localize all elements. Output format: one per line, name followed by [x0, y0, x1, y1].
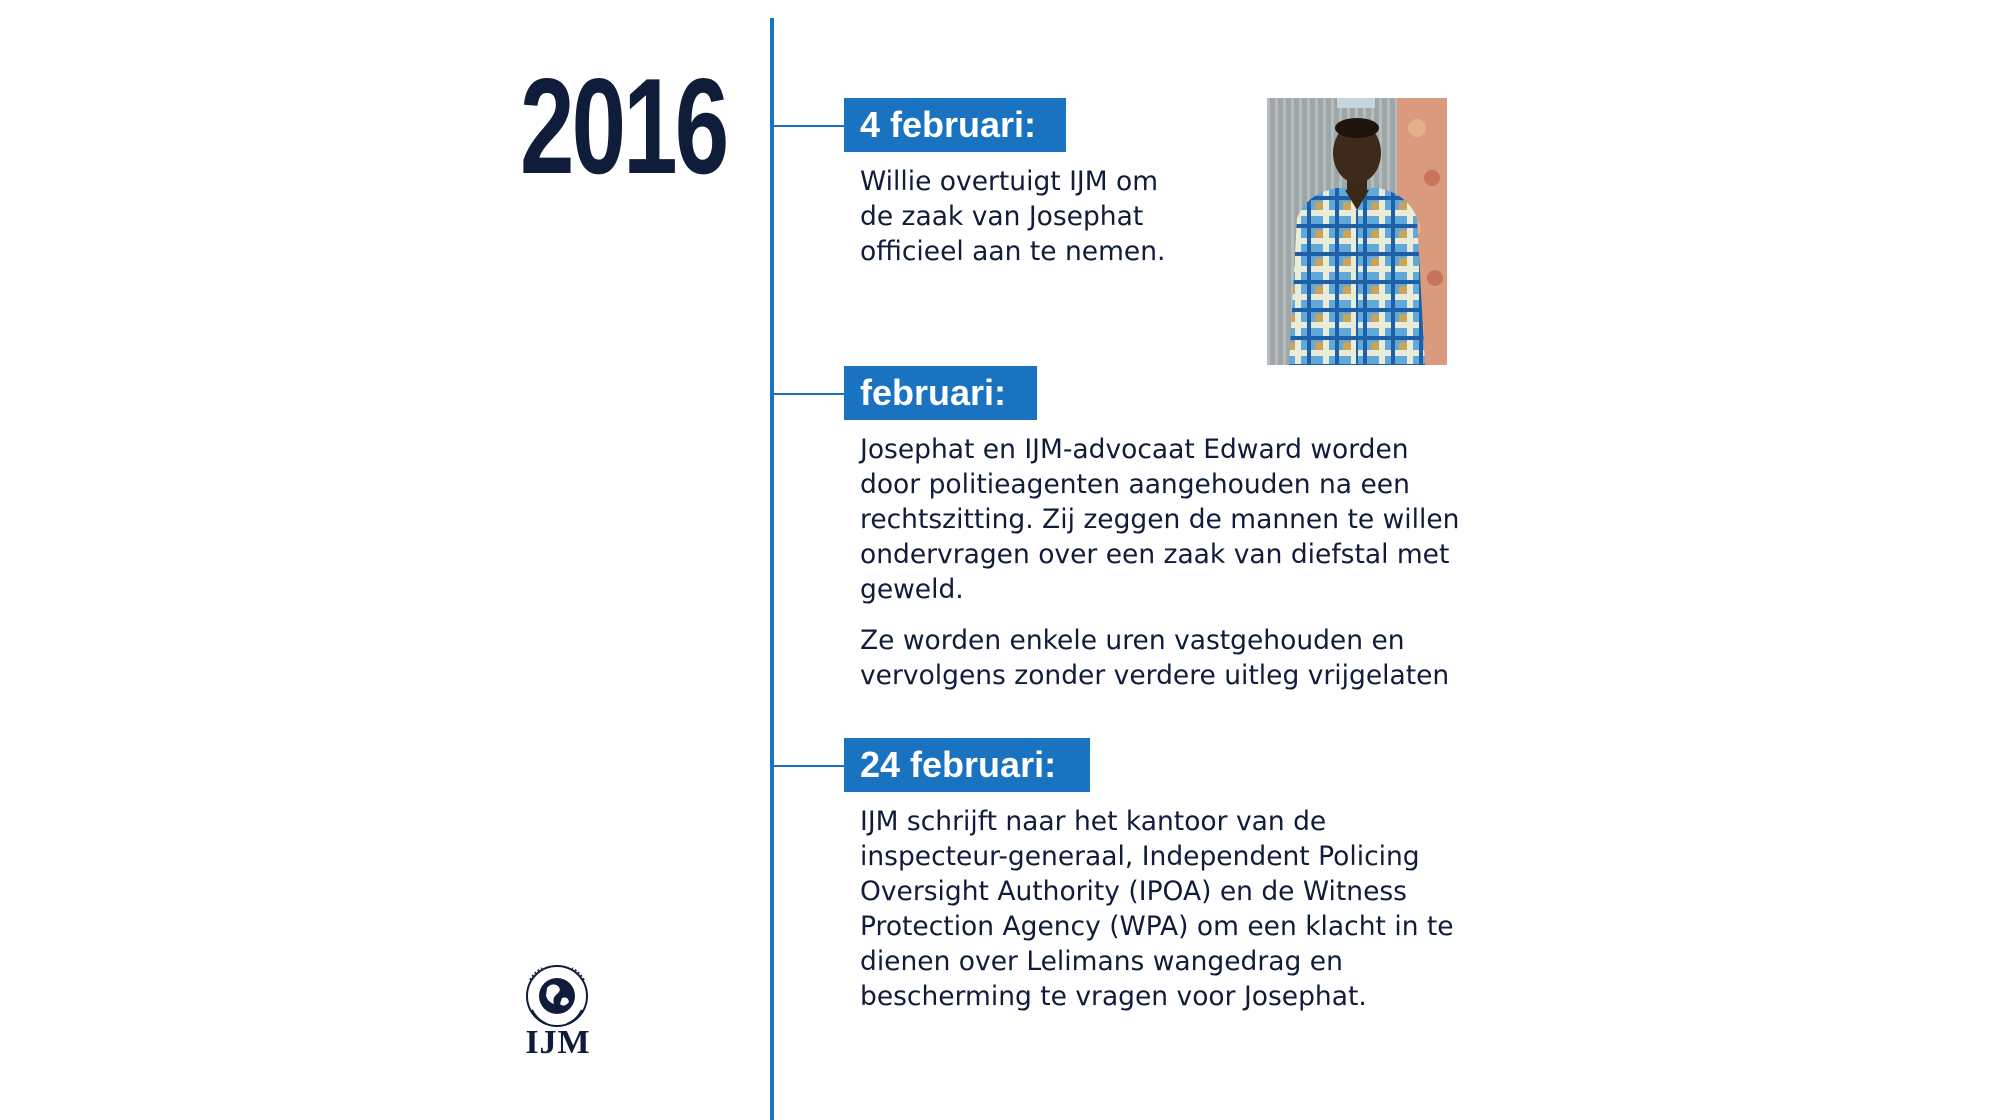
event-paragraph: Josephat en IJM-advocaat Edward worden door politieagenten aangehouden na een rechtszitting. Zij zeggen de mannen te willen ondervragen over een zaak van diefstal met geweld. — [860, 434, 1460, 605]
event-date-label: 4 februari: — [844, 98, 1066, 152]
portrait-photo-image — [1267, 98, 1447, 365]
ijm-logo-text: IJM — [525, 1024, 591, 1061]
event-paragraph: IJM schrijft naar het kantoor van de inspecteur-generaal, Independent Policing Oversight Authority (IPOA) en de Witness Protection Agency (WPA) om een klacht in te dienen over Lelimans wangedrag en bescherming te vragen voor Josephat. — [860, 806, 1454, 1012]
globe-icon — [512, 960, 602, 1030]
event-date-label: 24 februari: — [844, 738, 1090, 792]
timeline-line — [770, 18, 774, 1120]
event-description — [860, 164, 1190, 269]
portrait-photo — [1267, 98, 1447, 365]
event-date-label: februari: — [844, 366, 1037, 420]
event-description — [860, 432, 1460, 693]
event-paragraph: Willie overtuigt IJM om de zaak van Josephat officieel aan te nemen. — [860, 166, 1166, 267]
event-description — [860, 804, 1460, 1014]
year-heading: 2016 — [520, 50, 727, 202]
timeline-connector — [772, 125, 844, 127]
event-paragraph: Ze worden enkele uren vastgehouden en vervolgens zonder verdere uitleg vrijgelaten — [860, 625, 1450, 691]
timeline-connector — [772, 393, 844, 395]
timeline-connector — [772, 765, 844, 767]
